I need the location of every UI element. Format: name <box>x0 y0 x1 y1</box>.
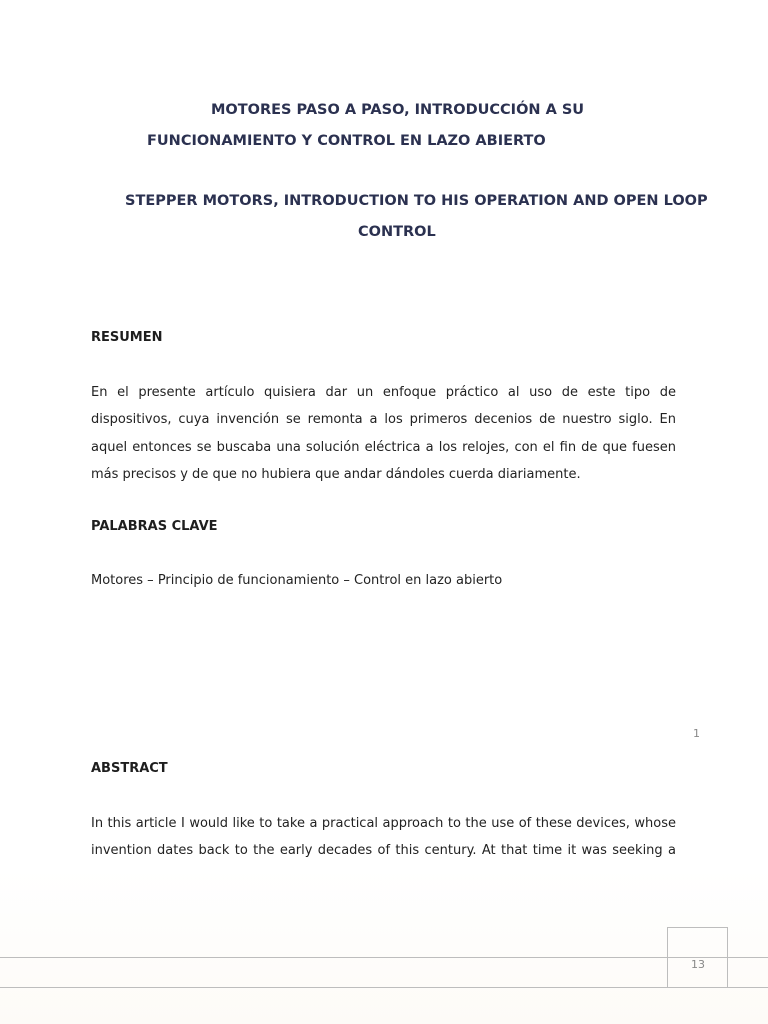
abstract-heading: ABSTRACT <box>91 761 168 776</box>
resumen-paragraph: En el presente artículo quisiera dar un enfoque práctico al uso de este tipo de dispositivos, cuya invención se remonta a los primeros decenios de nuestro siglo. En aquel entonces se buscaba una solución eléctrica a los relojes, con el fin de que fuesen más precisos y de que no hubiera que andar dándoles cuerda diariamente. <box>91 385 676 482</box>
english-title-line-1: STEPPER MOTORS, INTRODUCTION TO HIS OPERATION AND OPEN LOOP <box>125 193 708 209</box>
spanish-title-line-2: FUNCIONAMIENTO Y CONTROL EN LAZO ABIERTO <box>147 133 546 149</box>
spanish-title-line-1: MOTORES PASO A PASO, INTRODUCCIÓN A SU <box>211 102 585 118</box>
footer-rule <box>0 957 768 988</box>
page-bottom-band <box>0 868 768 1024</box>
palabras-clave-heading: PALABRAS CLAVE <box>91 519 218 534</box>
page-number: 1 <box>693 727 700 740</box>
english-title-line-2: CONTROL <box>358 224 436 240</box>
abstract-paragraph: In this article I would like to take a practical approach to the use of these devices, whose invention dates back to the early decades of this century. At that time it was seeking a <box>91 816 676 859</box>
palabras-clave-text: Motores – Principio de funcionamiento – Control en lazo abierto <box>91 573 503 588</box>
resumen-heading: RESUMEN <box>91 330 163 345</box>
footer-page-counter: 13 <box>691 958 705 971</box>
